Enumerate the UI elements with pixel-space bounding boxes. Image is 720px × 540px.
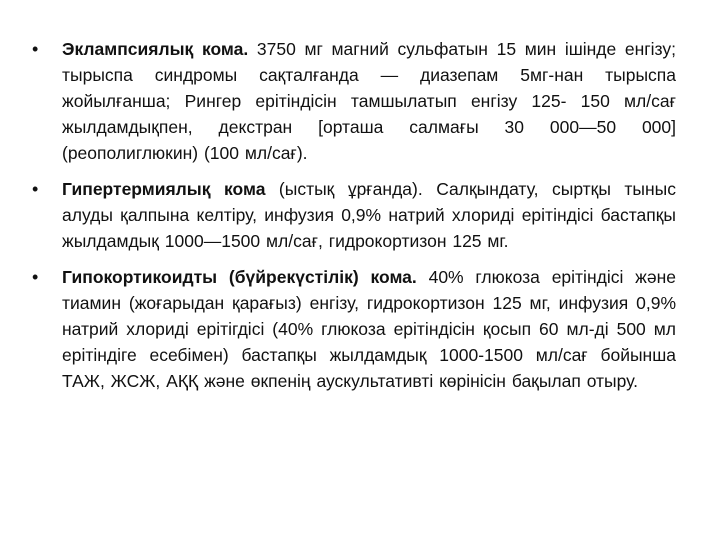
bullet-icon: • xyxy=(32,267,39,287)
bullet-icon: • xyxy=(32,179,39,199)
item-text: 3750 мг магний сульфатын 15 мин ішінде енгізу; тырыспа синдромы сақталғанда — диазепам 5мг-нан тырыспа жойылғанша; Рингер ерітіндісін тамшылатып енгізу 125- 150 мл/сағ жылдамдықпен, декстран [орташа салмағы 30 000—50 000] (реополиглюкин) (100 мл/сағ). xyxy=(62,39,676,163)
list-item-eclampsia xyxy=(30,36,676,166)
bullet-icon: • xyxy=(32,39,39,59)
item-text: (ыстық ұрғанда). Салқындату, сыртқы тыныс алуды қалпына келтіру, инфузия 0,9% натрий хлориді ерітіндісі бастапқы жылдамдық 1000—1500 мл/сағ, гидрокортизон 125 мг. xyxy=(62,179,676,251)
item-text: 40% глюкоза ерітіндісі және тиамин (жоғарыдан қарағыз) енгізу, гидрокортизон 125 мг, инфузия 0,9% натрий хлориді ерітігдісі (40% глюкоза ерітіндісін қосып 60 мл-ді 500 мл ерітіндіге есебімен) бастапқы жылдамдық 1000-1500 мл/сағ бойынша ТАЖ, ЖСЖ, АҚҚ және өкпенің аускультативті көрінісін бақылап отыру. xyxy=(62,267,676,391)
bullet-list xyxy=(30,36,676,394)
item-term: Гипокортикоидты (бүйрекүстілік) кома. xyxy=(62,267,417,287)
item-term: Гипертермиялық кома xyxy=(62,179,266,199)
list-item-hypocorticoid xyxy=(30,264,676,394)
list-item-hyperthermic xyxy=(30,176,676,254)
item-term: Эклампсиялық кома. xyxy=(62,39,249,59)
